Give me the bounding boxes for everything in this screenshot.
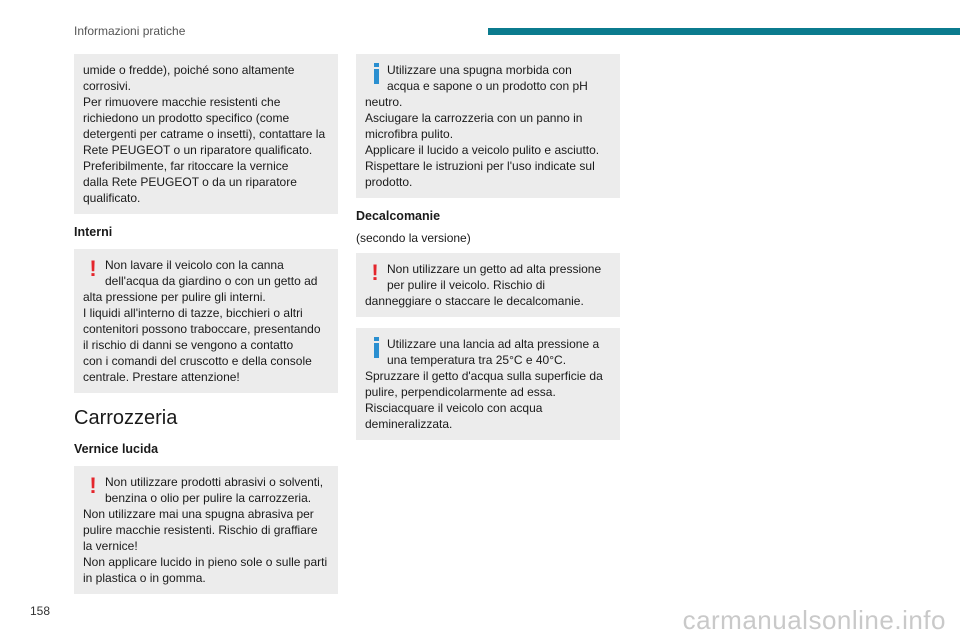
text-line: Rispettare le istruzioni per l'uso indicate sul	[365, 159, 595, 173]
text-line: Rete PEUGEOT o un riparatore qualificato.	[83, 143, 313, 157]
text-line: corrosivi.	[83, 79, 132, 93]
info-first-lines	[365, 336, 610, 368]
spugna-info-box	[356, 54, 620, 198]
text-line: Per rimuovere macchie resistenti che	[83, 95, 281, 109]
text-line: per pulire il veicolo. Rischio di	[387, 278, 546, 292]
text-line: dell'acqua da giardino o con un getto ad	[105, 274, 318, 288]
warning-exclamation-icon: !	[89, 473, 97, 498]
text-line: microfibra pulito.	[365, 127, 454, 141]
text-line: Asciugare la carrozzeria con un panno in	[365, 111, 583, 125]
text-line: una temperatura tra 25°C e 40°C.	[387, 353, 567, 367]
text-line: centrale. Prestare attenzione!	[83, 370, 240, 384]
right-column	[356, 54, 620, 451]
page-number: 158	[30, 604, 51, 618]
carrozzeria-title: Carrozzeria	[74, 407, 178, 429]
text-line: benzina o olio per pulire la carrozzeria.	[105, 491, 312, 505]
left-column	[74, 54, 338, 605]
text-line: contenitori possono traboccare, presentando	[83, 322, 321, 336]
text-line: neutro.	[365, 95, 403, 109]
text-line: Non utilizzare un getto ad alta pressione	[387, 262, 602, 276]
text-line: con i comandi del cruscotto e della console	[83, 354, 312, 368]
text-line: richiedono un prodotto specifico (come	[83, 111, 290, 125]
text-line: qualificato.	[83, 191, 141, 205]
text-line: Preferibilmente, far ritoccare la vernice	[83, 159, 289, 173]
text-line: I liquidi all'interno di tazze, bicchieri o altri	[83, 306, 303, 320]
cleaning-note-box	[74, 54, 338, 214]
interni-heading: Interni	[74, 225, 113, 239]
info-icon	[368, 63, 382, 88]
text-line: detergenti per catrame o insetti), contattare la	[83, 127, 326, 141]
warning-first-lines	[83, 474, 328, 506]
text-line: pulire, perpendicolarmente ad essa.	[365, 385, 556, 399]
text-line: Non lavare il veicolo con la canna	[105, 258, 284, 272]
text-line: Non utilizzare prodotti abrasivi o solventi,	[105, 475, 324, 489]
text-line: alta pressione per pulire gli interni.	[83, 290, 266, 304]
warning-first-lines	[365, 261, 610, 293]
decalcomanie-heading: Decalcomanie	[356, 209, 441, 223]
text-line: Utilizzare una spugna morbida con	[387, 63, 572, 77]
text-line: demineralizzata.	[365, 417, 453, 431]
text-line: Spruzzare il getto d'acqua sulla superficie da	[365, 369, 603, 383]
warning-exclamation-icon: !	[371, 260, 379, 285]
text-line: in plastica o in gomma.	[83, 571, 206, 585]
text-line: Applicare il lucido a veicolo pulito e asciutto.	[365, 143, 600, 157]
text-line: il rischio di danni se vengono a contatto	[83, 338, 294, 352]
text-line: Non applicare lucido in pieno sole o sulle parti	[83, 555, 328, 569]
lancia-info-box	[356, 328, 620, 440]
decalcomanie-version-note: (secondo la versione)	[356, 231, 471, 245]
text-line: la vernice!	[83, 539, 138, 553]
text-line: pulire macchie resistenti. Rischio di graffiare	[83, 523, 318, 537]
text-line: acqua e sapone o un prodotto con pH	[387, 79, 588, 93]
info-first-lines	[365, 62, 610, 94]
watermark: carmanualsonline.info	[682, 605, 946, 635]
text-line: Risciacquare il veicolo con acqua	[365, 401, 543, 415]
interni-warning-box	[74, 249, 338, 393]
header-accent-bar	[488, 28, 960, 35]
text-line: Utilizzare una lancia ad alta pressione a	[387, 337, 600, 351]
text-line: danneggiare o staccare le decalcomanie.	[365, 294, 584, 308]
header-section-title: Informazioni pratiche	[74, 24, 186, 38]
warning-exclamation-icon: !	[89, 256, 97, 281]
text-line: umide o fredde), poiché sono altamente	[83, 63, 295, 77]
info-icon	[368, 337, 382, 362]
text-line: prodotto.	[365, 175, 413, 189]
warning-first-lines	[83, 257, 328, 289]
decalcomanie-warning-box	[356, 253, 620, 317]
vernice-lucida-heading: Vernice lucida	[74, 442, 159, 456]
vernice-warning-box	[74, 466, 338, 594]
text-line: Non utilizzare mai una spugna abrasiva per	[83, 507, 314, 521]
text-line: dalla Rete PEUGEOT o da un riparatore	[83, 175, 297, 189]
